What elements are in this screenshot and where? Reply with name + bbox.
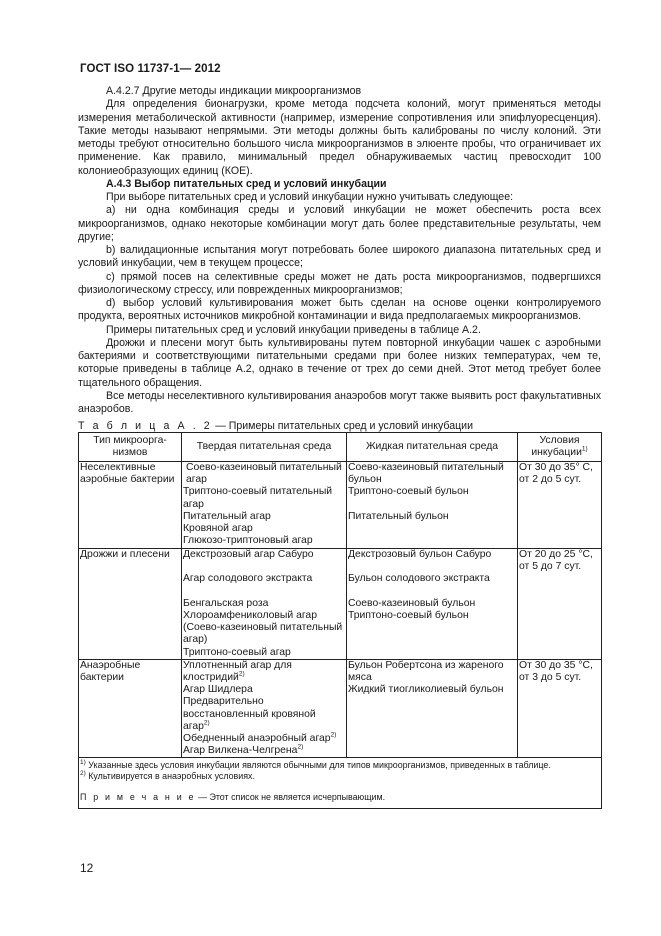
cell-solid [182,549,347,660]
note-text: — Этот список не является исчерпывающим. [195,791,386,802]
table-row [79,549,602,660]
footnote [80,771,600,782]
footnote-text: Указанные здесь условия инкубации являются обычными для типов микроорганизмов, приведенных в таблице. [85,760,551,771]
solid-medium: Соево-казеиновый питательный агар [186,462,342,486]
liquid-medium: Декстрозовый бульон Сабуро [348,549,492,560]
paragraph: А.4.2.7 Другие методы индикации микроорганизмов [106,85,362,97]
footnote-marker: 2) [80,770,86,778]
solid-medium: Агар Шидлера [183,684,253,696]
cell-conditions: От 30 до 35 °С, от 3 до 5 сут. [518,659,602,758]
footnote-marker: 2) [297,743,304,751]
note-label: П р и м е ч а н и е [80,791,196,802]
footnote-marker: 1) [581,445,588,453]
cell-liquid [347,549,518,660]
table-caption-label: Т а б л и ц а А . 2 [78,420,213,432]
cell-conditions: От 30 до 35° С, от 2 до 5 сут. [518,462,602,549]
paragraph: Для определения бионагрузки, кроме метода подсчета колоний, могут применяться методы измерения метаболической активности (например, измерение сопротивления или эпифлуоресценция). Такие методы называют непрямыми. Эти методы должны быть калиброваны по числу колоний. Эти методы требуют относительно большого числа микроорганизмов в элюенте пробы, что ограничивает их применение. Как правило, минимальный предел обнаруживаемых частиц превосходит 100 колониеобразующих единиц (КОЕ). [78,98,601,177]
table-row [79,462,602,549]
list-item: c) прямой посев на селективные среды может не дать роста микроорганизмов, подвергшихся физиологическому стрессу, или поврежденных микроорганизмов; [78,270,601,296]
cell-liquid [347,462,518,549]
list-item: a) ни одна комбинация среды и условий инкубации не может обеспечить роста всех микроорганизмов, однако некоторые комбинации могут дать более представительные результаты, чем другие; [78,204,601,243]
solid-medium-name: Обедненный анаэробный агар [183,733,331,745]
cell-conditions: От 20 до 25 °С, от 5 до 7 сут. [518,549,602,660]
body-text [78,85,601,416]
liquid-medium: Бульон Робертсона из жареного мяса [348,659,504,683]
table-row [79,659,602,758]
section-heading: А.4.3 Выбор питательных сред и условий инкубации [106,177,387,190]
paragraph: При выборе питательных сред и условий инкубации нужно учитывать следующее: [106,191,514,203]
table-footnotes-row [79,758,602,809]
liquid-medium: Жидкий тиогликолиевый бульон [348,684,504,696]
media-table [78,432,602,809]
solid-medium [183,733,345,745]
cell-solid [182,659,347,758]
solid-medium: Хлороамфениколовый агар (Соево-казеиновый питательный агар) [183,609,343,646]
paragraph: Примеры питательных сред и условий инкубации приведены в таблице А.2. [106,323,481,336]
paragraph: Дрожжи и плесени могут быть культивированы путем повторной инкубации чашек с аэробными бактериями и соответствующими питательными средами при более низких температурах, чем те, которые приведены в таблице А.2, однако в течение от трех до семи дней. Этот метод требует более тщательного обращения. [78,336,601,389]
solid-medium: Агар солодового экстракта [183,573,313,585]
solid-medium: Бенгальская роза [183,597,269,609]
liquid-medium: Триптоно-соевый бульон [348,609,469,621]
solid-medium: Кровяной агар [183,523,253,535]
cell-type: Неселективные аэробные бактерии [79,462,182,549]
liquid-medium: Питательный бульон [348,510,449,522]
list-item: d) выбор условий культивирования может быть сделан на основе оценки контролируемого продукта, вероятных источников микробной контаминации и вида предполагаемых микроорганизмов. [78,297,601,323]
footnote [80,760,600,771]
solid-medium: Питательный агар [183,510,271,522]
header-type: Тип микроорга-низмов [79,433,182,462]
header-liquid: Жидкая питательная среда [347,433,518,462]
footnote-marker: 1) [80,759,86,767]
solid-medium-name: Предварительно восстановленный кровяной агар [183,696,316,732]
footnote-marker: 2) [238,670,245,678]
header-conditions-label: Условия инкубации [531,434,582,458]
table-footnotes [79,758,602,809]
liquid-medium: Бульон солодового экстракта [348,573,490,585]
table-caption [78,420,473,432]
table-header-row [79,433,602,462]
solid-medium: Декстрозовый агар Сабуро [183,549,314,560]
page-number: 12 [80,861,94,875]
cell-liquid [347,659,518,758]
footnote-marker: 2) [330,731,337,739]
header-solid: Твердая питательная среда [182,433,347,462]
solid-medium: Глюкозо-триптоновый агар [183,535,313,547]
cell-type: Анаэробные бактерии [79,659,182,758]
list-item: b) валидационные испытания могут потребовать более широкого диапазона питательных сред и условий инкубации, чем в текущем процессе; [78,244,601,270]
liquid-medium: Соево-казеиновый бульон [348,597,476,609]
paragraph: Все методы неселективного культивирования анаэробов могут также выявить рост факультативных анаэробов. [78,389,601,415]
solid-medium-name: Агар Вилкена-Челгрена [183,745,298,757]
cell-solid [182,462,347,549]
table-note [80,792,600,803]
liquid-medium: Триптоно-соевый бульон [348,486,469,498]
table-caption-text: — Примеры питательных сред и условий инкубации [212,420,473,432]
solid-medium-name: Уплотненный агар для клостридий [183,659,292,683]
solid-medium: Триптоно-соевый питательный агар [183,486,333,510]
solid-medium [183,696,345,733]
header-conditions [518,433,602,462]
solid-medium: Триптоно-соевый агар [183,646,291,658]
liquid-medium: Соево-казеиновый питательный бульон [348,462,504,486]
footnote-text: Культивируется в анаэробных условиях. [85,771,255,782]
document-header: ГОСТ ISO 11737-1— 2012 [80,63,221,75]
solid-medium [183,660,345,684]
solid-medium [183,745,345,757]
cell-type: Дрожжи и плесени [79,549,182,660]
footnote-marker: 2) [203,719,210,727]
